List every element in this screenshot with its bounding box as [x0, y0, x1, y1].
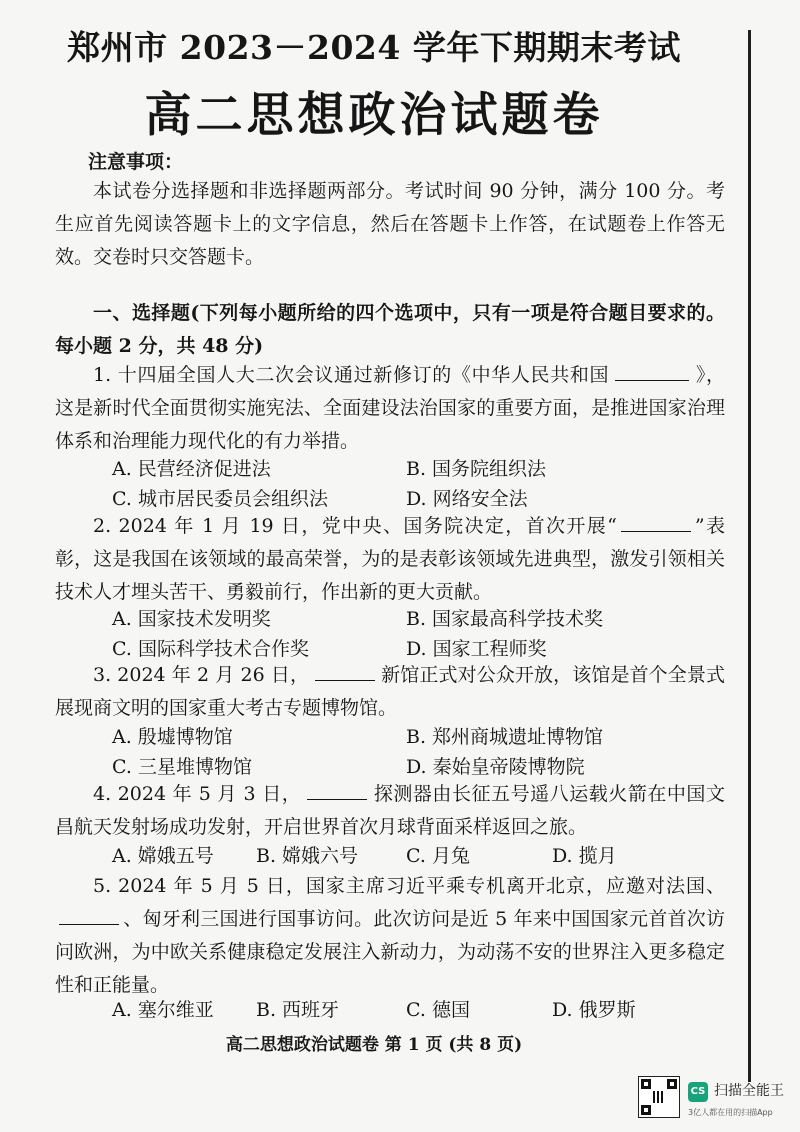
option-c: C. 月兔 [406, 845, 470, 867]
margin-binding-line [748, 30, 751, 1082]
qr-code-icon [638, 1076, 680, 1118]
question-2-stem-after: ”表彰，这是我国在该领域的最高荣誉，为的是表彰该领域先进典型，激发引领相关技术人才埋头苦干、勇毅前行，作出新的更大贡献。 [55, 515, 726, 603]
question-3-stem-after: 新馆正式对公众开放，该馆是首个全景式展现商文明的国家重大考古专题博物馆。 [55, 664, 725, 719]
question-4 [55, 778, 725, 844]
option-b: B. 西班牙 [256, 999, 340, 1021]
answer-blank [307, 779, 367, 800]
option-a: A. 民营经济促进法 [112, 458, 271, 480]
option-b: B. 郑州商城遗址博物馆 [406, 726, 604, 748]
question-4-stem-before: 4. 2024 年 5 月 3 日， [93, 783, 302, 805]
option-d: D. 秦始皇帝陵博物院 [406, 756, 585, 778]
notice-heading: 注意事项： [88, 151, 184, 173]
option-c: C. 城市居民委员会组织法 [112, 488, 328, 510]
question-1-stem-before: 1. 十四届全国人大二次会议通过新修订的《中华人民共和国 [93, 364, 610, 386]
answer-blank [615, 360, 689, 381]
option-a: A. 殷墟博物馆 [112, 726, 233, 748]
scanner-app-name: 扫描全能王 [714, 1083, 784, 1099]
option-a: A. 塞尔维亚 [112, 999, 214, 1021]
question-4-options [0, 841, 748, 869]
question-2 [55, 510, 725, 609]
option-c: C. 德国 [406, 999, 470, 1021]
scanner-watermark [636, 1074, 800, 1124]
question-3-stem-before: 3. 2024 年 2 月 26 日， [93, 664, 310, 686]
question-2-stem-before: 2. 2024 年 1 月 19 日，党中央、国务院决定，首次开展“ [93, 515, 617, 537]
section-heading: 一、选择题(下列每小题所给的四个选项中，只有一项是符合题目要求的。每小题 2 分，共 48 分) [55, 302, 725, 357]
answer-blank [315, 660, 375, 681]
page-footer: 高二思想政治试题卷 第 1 页 (共 8 页) [225, 1035, 523, 1055]
scanner-tagline: 3亿人都在用的扫描App [688, 1108, 773, 1117]
question-3-options-2 [0, 752, 748, 780]
question-5 [55, 870, 725, 1002]
option-b: B. 嫦娥六号 [256, 845, 359, 867]
option-b: B. 国务院组织法 [406, 458, 547, 480]
option-d: D. 国家工程师奖 [406, 638, 547, 660]
question-5-options [0, 995, 748, 1023]
paper-title: 高二思想政治试题卷 [144, 88, 604, 143]
option-d: D. 揽月 [552, 845, 617, 867]
option-c: C. 三星堆博物馆 [112, 756, 252, 778]
option-b: B. 国家最高科学技术奖 [406, 608, 604, 630]
question-2-options [0, 604, 748, 632]
option-d: D. 俄罗斯 [552, 999, 636, 1021]
question-4-stem-after: 探测器由长征五号遥八运载火箭在中国文昌航天发射场成功发射，开启世界首次月球背面采样返回之旅。 [55, 783, 725, 838]
option-a: A. 嫦娥五号 [112, 845, 214, 867]
question-5-stem-after: 、匈牙利三国进行国事访问。此次访问是近 5 年来中国国家元首首次访问欧洲，为中欧关系健康稳定发展注入新动力，为动荡不安的世界注入更多稳定性和正能量。 [55, 908, 725, 996]
answer-blank [59, 904, 119, 925]
camscanner-logo-icon: CS [688, 1082, 708, 1102]
question-3 [55, 659, 725, 725]
question-1-stem-after: 》，这是新时代全面贯彻实施宪法、全面建设法治国家的重要方面，是推进国家治理体系和治理能力现代化的有力举措。 [55, 364, 725, 452]
answer-blank [621, 511, 691, 532]
question-1-options-2 [0, 484, 748, 512]
exam-title: 郑州市 2023－2024 学年下期期末考试 [67, 28, 681, 67]
question-1-options [0, 454, 748, 482]
notice-text: 本试卷分选择题和非选择题两部分。考试时间 90 分钟，满分 100 分。考生应首先阅读答题卡上的文字信息，然后在答题卡上作答，在试题卷上作答无效。交卷时只交答题卡。 [55, 180, 725, 268]
question-5-stem-before: 5. 2024 年 5 月 5 日，国家主席习近平乘专机离开北京，应邀对法国、 [93, 875, 725, 897]
question-1 [55, 359, 725, 458]
option-c: C. 国际科学技术合作奖 [112, 638, 309, 660]
question-3-options [0, 722, 748, 750]
option-a: A. 国家技术发明奖 [112, 608, 271, 630]
option-d: D. 网络安全法 [406, 488, 528, 510]
question-2-options-2 [0, 634, 748, 662]
